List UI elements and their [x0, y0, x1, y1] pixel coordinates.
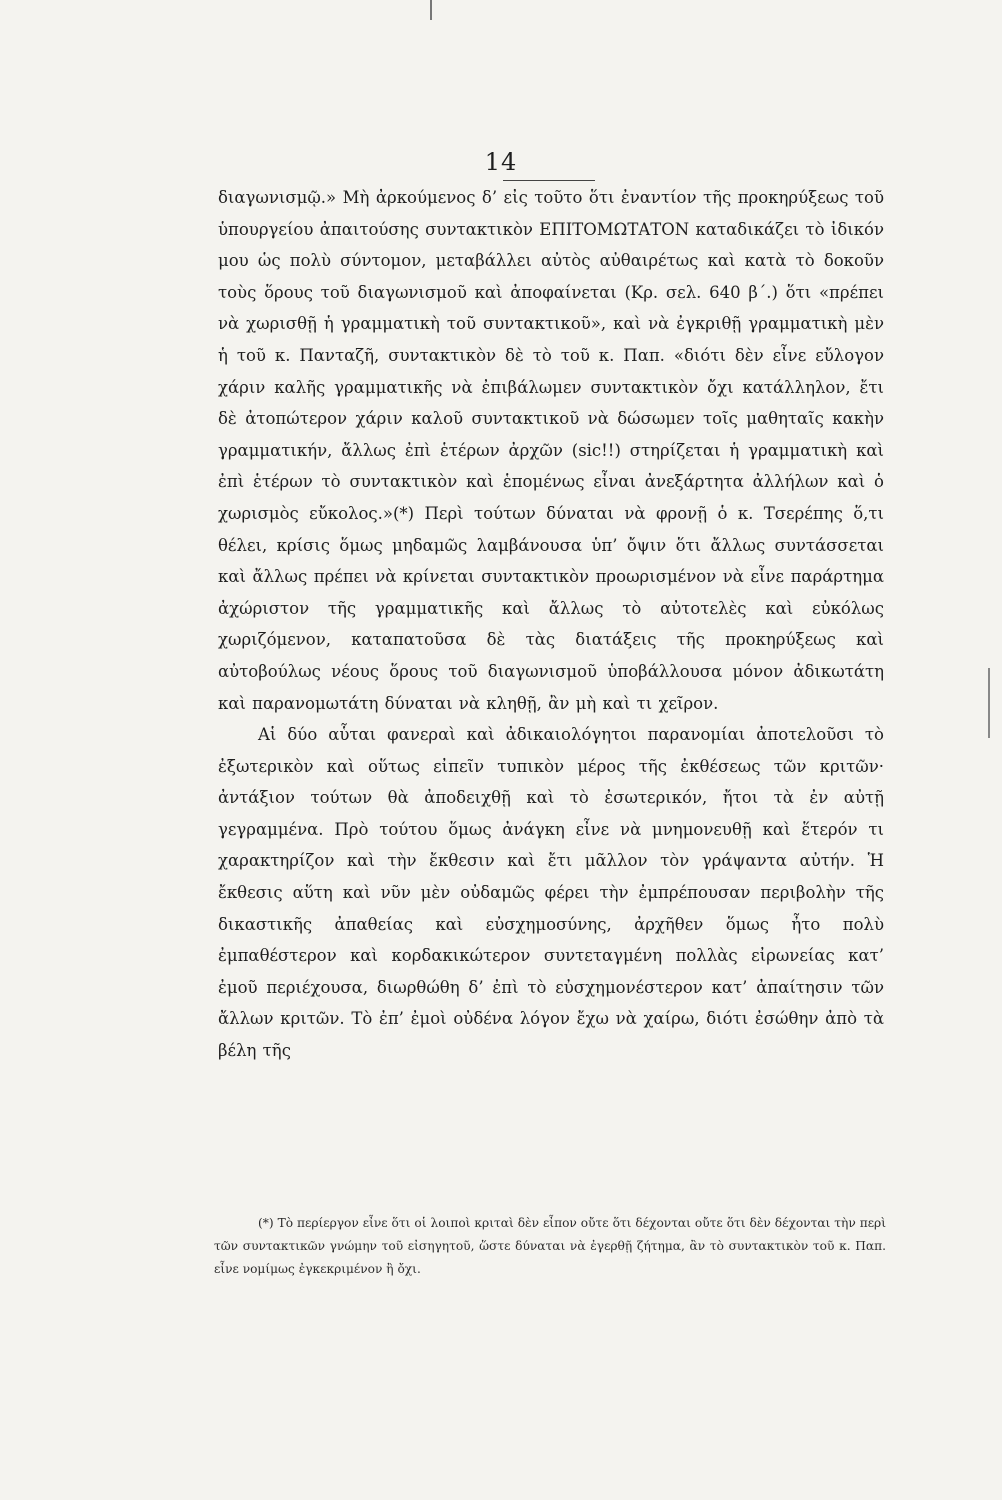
footnote — [214, 1212, 886, 1281]
main-text — [218, 182, 884, 1067]
footnote-text: (*) Τὸ περίεργον εἶνε ὅτι οἱ λοιποὶ κριταὶ δὲν εἶπον οὔτε ὅτι δέχονται οὔτε ὅτι δὲν δέχονται τὴν περὶ τῶν συντακτικῶν γνώμην τοῦ εἰσηγητοῦ, ὥστε δύναται νὰ ἐγερθῇ ζήτημα, ἂν τὸ συντακτικὸν τοῦ κ. Παπ. εἶνε νομίμως ἐγκεκριμένον ἢ ὄχι. — [214, 1216, 886, 1276]
paragraph-2: Αἱ δύο αὗται φανεραὶ καὶ ἀδικαιολόγητοι παρανομίαι ἀποτελοῦσι τὸ ἐξωτερικὸν καὶ οὕτως εἰπεῖν τυπικὸν μέρος τῆς ἐκθέσεως τῶν κριτῶν· ἀντάξιον τούτων θὰ ἀποδειχθῇ καὶ τὸ ἐσωτερικόν, ἤτοι τὰ ἐν αὐτῇ γεγραμμένα. Πρὸ τούτου ὅμως ἀνάγκη εἶνε νὰ μνημονευθῇ καὶ ἕτερόν τι χαρακτηρίζον καὶ τὴν ἔκθεσιν καὶ ἔτι μᾶλλον τὸν γράψαντα αὐτήν. Ἡ ἔκθεσις αὕτη καὶ νῦν μὲν οὐδαμῶς φέρει τὴν ἐμπρέπουσαν περιβολὴν τῆς δικαστικῆς ἀπαθείας καὶ εὐσχημοσύνης, ἀρχῆθεν ὅμως ἦτο πολὺ ἐμπαθέστερον καὶ κορδακικώτερον συντεταγμένη πολλὰς εἰρωνείας κατ’ ἐμοῦ περιέχουσα, διωρθώθη δ’ ἐπὶ τὸ εὐσχημονέστερον κατ’ ἀπαίτησιν τῶν ἄλλων κριτῶν. Τὸ ἐπ’ ἐμοὶ οὐδένα λόγον ἔχω νὰ χαίρω, διότι ἐσώθην ἀπὸ τὰ βέλη τῆς — [218, 725, 884, 1061]
scan-mark-right — [988, 668, 990, 738]
page-number: 14 — [484, 148, 518, 176]
page-number-rule — [503, 180, 595, 181]
scan-mark-top — [430, 0, 432, 20]
paragraph-1: διαγωνισμῷ.» Μὴ ἀρκούμενος δ’ εἰς τοῦτο ὅτι ἐναντίον τῆς προκηρύξεως τοῦ ὑπουργείου ἀπαιτούσης συντακτικὸν ΕΠΙΤΟΜΩΤΑΤΟΝ καταδικάζει τὸ ἰδικόν μου ὡς πολὺ σύντομον, μεταβάλλει αὐτὸς αὐθαιρέτως καὶ κατὰ τὸ δοκοῦν τοὺς ὅρους τοῦ διαγωνισμοῦ καὶ ἀποφαίνεται (Κρ. σελ. 640 β΄.) ὅτι «πρέπει νὰ χωρισθῇ ἡ γραμματικὴ τοῦ συντακτικοῦ», καὶ νὰ ἐγκριθῇ γραμματικὴ μὲν ἡ τοῦ κ. Πανταζῆ, συντακτικὸν δὲ τὸ τοῦ κ. Παπ. «διότι δὲν εἶνε εὔλογον χάριν καλῆς γραμματικῆς νὰ ἐπιβάλωμεν συντακτικὸν ὄχι κατάλληλον, ἔτι δὲ ἀτοπώτερον χάριν καλοῦ συντακτικοῦ νὰ δώσωμεν τοῖς μαθηταῖς κακὴν γραμματικήν, ἄλλως ἐπὶ ἑτέρων ἀρχῶν (sic!!) στηρίζεται ἡ γραμματικὴ καὶ ἐπὶ ἑτέρων τὸ συντακτικὸν καὶ ἑπομένως εἶναι ἀνεξάρτητα ἀλλήλων καὶ ὁ χωρισμὸς εὔκολος.»(*) Περὶ τούτων δύναται νὰ φρονῇ ὁ κ. Τσερέπης ὅ,τι θέλει, κρίσις ὅμως μηδαμῶς λαμβάνουσα ὑπ’ ὄψιν ὅτι ἄλλως συντάσσεται καὶ ἄλλως πρέπει νὰ κρίνεται συντακτικὸν προωρισμένον νὰ εἶνε παράρτημα ἀχώριστον τῆς γραμματικῆς καὶ ἄλλως τὸ αὐτοτελὲς καὶ εὐκόλως χωριζόμενον, καταπατοῦσα δὲ τὰς διατάξεις τῆς προκηρύξεως καὶ αὐτοβούλως νέους ὅρους τοῦ διαγωνισμοῦ ὑποβάλλουσα μόνον ἀδικωτάτη καὶ παρανομωτάτη δύναται νὰ κληθῇ, ἂν μὴ καὶ τι χεῖρον. — [218, 188, 884, 713]
